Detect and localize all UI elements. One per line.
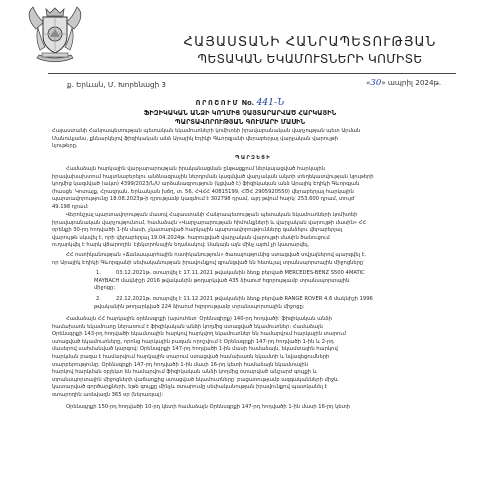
list-line: միջոցը: [94, 285, 116, 292]
list-number: 2. [96, 296, 101, 302]
list-number: 1. [96, 270, 101, 276]
body-paragraph-1 [52, 166, 454, 212]
decision-number-label: No. [241, 99, 255, 107]
section-heading-parzeci: ՊԱՐԶԵՑԻ [235, 155, 271, 161]
body-paragraph-3 [52, 252, 454, 267]
body-line: տրանսպորտային միջոցների վաճառքից ստացված եկամուտները՝ բացառությամբ ազգականների միջև [52, 376, 339, 383]
body-line: օրենքի 30-րդ հոդվածի 1-ին մասի, չկատարված հարկային պարտավորությունները գանձելու վերաբերյալ [52, 227, 343, 234]
decision-subtitle-line-2: ՊԱՐՏԱՎՈՐՈՒԹՅԱՆ ԳՈՒՄԱՐԻ ՄԱՍԻՆ [174, 118, 306, 126]
list-item [68, 296, 454, 311]
body-line: մասերով սահմանված կարգով: Օրենսգրքի 147-րդ հոդվածի 1-ին մասի համաձայն, եկամտային հարկով [52, 346, 338, 353]
list-line: 03.12.2021թ. օտարվել է 17.11.2021 թվականին ձեռք բերված MERCEDES-BENZ S500 4MATIC [116, 270, 365, 276]
decision-subtitle-line-1: ՖԻԶԻԿԱԿԱՆ ԱՆՁԻ ԿՈՂՄԻՑ ՉԱՅՏԱՐԱՐՎԱԾ ՀԱՐԿԱՅԻՆ [143, 109, 337, 117]
body-line: Համաձայն ՀՀ հարկային օրենսգրքի (այսուհետ՝ Օրենսգիրք) 140-րդ հոդվածի՝ ֆիզիկական անձի [66, 316, 332, 322]
list-line: MAYBACH մակնիշի 2016 թվականին թողարկված 435 ձիաուժ հզորությամբ տրանսպորտային [94, 277, 350, 284]
body-line: Համաձայն հարկային վարչարարության իրականացման ընթացքում ներկայացված հարկային [66, 166, 325, 172]
body-line: վարույթն սկսվել է, որի վերաբերյալ 19.04.2024թ. հարուցված վարչական վարույթի մասին ծանուցում [52, 234, 330, 241]
org-line-2: ՊԵՏԱԿԱՆ ԵԿԱՄՈՒՏՆԵՐԻ ԿՈՄԻՏԵ [197, 52, 423, 66]
org-line-1: ՀԱՅԱՍՏԱՆԻ ՀԱՆՐԱՊԵՏՈՒԹՅԱՆ [183, 35, 437, 50]
intro-line: նյութերը, [52, 143, 78, 150]
body-line: Վերոնշյալ պարտավորության մասով Հայաստանի Հանրապետության պետական եկամուտների կոմիտեի [66, 212, 358, 218]
body-paragraph-2 [52, 212, 454, 250]
list-item [68, 270, 454, 293]
body-paragraph-5 [52, 404, 454, 412]
body-line: կողմից կազմված (ակտ) 4399/2023/Ն/Ս արձանագրություն (կցված է) ֆիզիկական անձ Արայիկ Էդիկի Գևորգյան [52, 181, 360, 188]
date-day-handwritten: 30 [370, 78, 382, 88]
body-line: օտարողին առնվազն 365 օր (ներառյալ): [52, 391, 164, 398]
header-divider [48, 73, 456, 74]
date-prefix: « [366, 78, 371, 87]
date-suffix: » ապրիլ 2024թ. [381, 78, 442, 87]
intro-paragraph [52, 128, 454, 151]
intro-line: Մանուկյանս, քննարկելով ֆիզիկական անձ Արայիկ Էդիկի Գևորգյանի վերաբերյալ վարչական վարույթի [52, 135, 338, 142]
body-line: Օրենսգրքի 143-րդ հոդվածի եկամտային հարկով հարկվող եկամուտներ են համարվում հարկային տարում [52, 331, 346, 338]
body-line: որ Արայիկ Էդիկի Գևորգյանի սեփականության իրավունքով գրանցված են հետևյալ տրանսպորտային միջոցները՝ [52, 259, 365, 266]
body-line: իրավաբանական վարչությունում, համաձայն «Վարչարարության հիմունքների և վարչական վարույթի մասին» ՀՀ [52, 219, 367, 226]
coat-of-arms-icon [24, 3, 86, 67]
body-line: կատարված գործարքների, եթե գույքը մինչև օտարումը սեփականության իրավունքով պատկանել է [52, 384, 328, 391]
body-line: ՀՀ ոստիկանության «Ճանապարհային ոստիկանություն» ծառայությունից ստացված տվյալներով պարզվել է, [66, 252, 367, 258]
list-line: 22.12.2021թ. օտարվել է 11.12.2021 թվականին ձեռք բերված RANGE ROVER 4.6 մակնիշի 1996 [116, 296, 373, 302]
body-line: իրավախախտում հայտնաբերելու անձնագրային ներդրման կազմված վարչական ակտի տեղեկատվության նյութերի [52, 173, 374, 180]
place-address: ք. Երևան, Մ. Խորենացի 3 [67, 80, 166, 89]
decision-word: ՈՐՈՇՈՒՄ [195, 99, 240, 107]
decision-number-handwritten: 441-Ն [256, 97, 285, 108]
list-line: թվականին թողարկված 224 ձիաուժ հզորությամբ տրանսպորտային միջոցը: [94, 303, 305, 310]
body-line: (հասցե՝ Կոտայք, Հրազդան, Երևանյան խճղ, տ. 56, ՀՎՀՀ 40815199, ՀԾՀ 2905920550) վերաբերյալ հարկային [52, 188, 354, 195]
body-line: Օրենսգրքի 150-րդ հոդվածի 10-րդ կետի համաձայն Օրենսգրքի 147-րդ հոդվածի 1-ին մասի 16-րդ կետի [66, 404, 351, 410]
body-line: 49.198 դրամ: [52, 203, 89, 210]
body-line: ստացված եկամուտները, որոնց հարկային բազան որոշվում է Օրենսգրքի 147-րդ հոդվածի 1-ին և 2-րդ [52, 338, 334, 345]
document-date [366, 78, 441, 88]
body-paragraph-4 [52, 316, 454, 400]
body-line: ուղարկվել է հարկ վճարողին՝ էլեկտրոնային եղանակով: Սակայն այն մինչ այժմ չի կատարվել, [52, 242, 310, 249]
intro-line: Հայաստանի Հանրապետության պետական եկամուտների կոմիտեի իրավաբանական վարչության պետ Արման [52, 128, 361, 134]
body-line: տարբերությունը: Օրենսգրքի 147-րդ հոդվածի 1-ին մասի 16-րդ կետի համաձայն եկամտային [52, 361, 309, 368]
decision-title [0, 99, 480, 108]
body-line: պարտավորությունը 18.08.2023թ-ի դրությամբ կազմում է 302798 դրամ, այդ թվում հարկ՝ 253.600 դրամ, տույժ՝ [52, 196, 356, 203]
body-line: հարկման բազա է համարվում հարկային տարում ստացված համախառն եկամտի և նվազեցումների [52, 353, 330, 360]
organization-name [150, 34, 470, 68]
body-line: համախառն եկամուտը ներառում է ֆիզիկական անձի կողմից ստացված եկամուտներ: Համաձայն [52, 323, 323, 330]
body-line: հարկով հարկման օբյեկտ են համարվում ֆիզիկական անձի կողմից օտարված անշարժ գույքի և [52, 369, 317, 376]
